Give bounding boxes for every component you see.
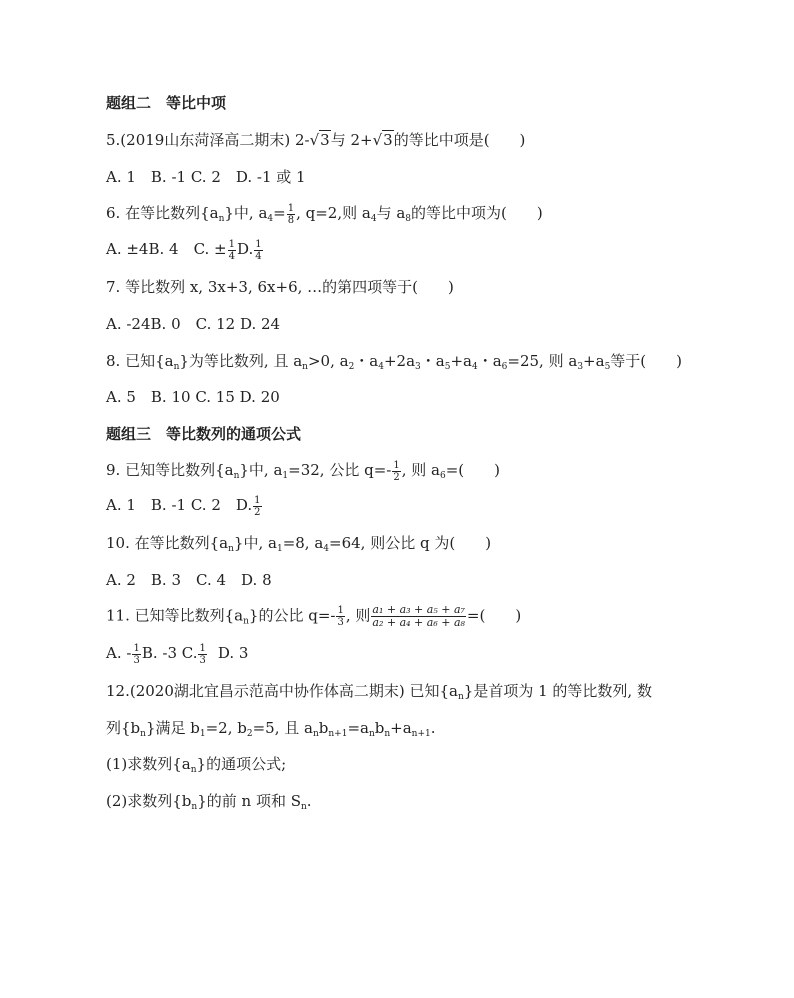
fraction-numerator: 1 bbox=[254, 494, 261, 506]
q5-radicand-2: 3 bbox=[383, 131, 393, 149]
fraction bbox=[228, 239, 236, 262]
q11-option-text: A. - bbox=[106, 644, 132, 662]
q11-text: , 则 bbox=[345, 606, 371, 625]
fraction-numerator: 1 bbox=[228, 238, 236, 250]
question-7-options: A. -24B. 0 C. 12 D. 24 bbox=[106, 315, 281, 333]
fraction-numerator: 1 bbox=[287, 202, 295, 214]
q8-text: ・a bbox=[420, 352, 445, 370]
question-12-line-2 bbox=[106, 717, 436, 745]
fraction-numerator: 1 bbox=[337, 605, 344, 616]
q8-text: +2a bbox=[383, 352, 416, 370]
question-8-options: A. 5 B. 10 C. 15 D. 20 bbox=[106, 388, 280, 406]
question-10-options: A. 2 B. 3 C. 4 D. 8 bbox=[106, 571, 272, 589]
question-6-options bbox=[106, 238, 264, 262]
question-5-options: A. 1 B. -1 C. 2 D. -1 或 1 bbox=[106, 168, 306, 186]
q8-text: ・a bbox=[354, 352, 379, 370]
fraction bbox=[254, 239, 262, 262]
q11-text: }的公比 q=- bbox=[248, 606, 336, 625]
q6-text: 的等比中项为( ) bbox=[411, 204, 543, 222]
q12-text: 列{b bbox=[106, 719, 141, 737]
question-8 bbox=[106, 350, 682, 378]
fraction-denominator: 3 bbox=[337, 617, 344, 628]
q8-text: >0, a bbox=[307, 352, 349, 370]
subscript: n bbox=[228, 544, 234, 554]
question-6 bbox=[106, 202, 543, 230]
q8-text: 等于( ) bbox=[610, 352, 683, 370]
subscript: n bbox=[218, 214, 225, 224]
subscript: 1 bbox=[282, 471, 289, 481]
subscript: 6 bbox=[501, 362, 508, 372]
fraction-numerator: 1 bbox=[133, 642, 140, 654]
q6-option-text: A. ±4B. 4 C. ± bbox=[106, 240, 227, 258]
q10-text: =8, a bbox=[282, 534, 324, 552]
heading-group-2: 题组二 等比中项 bbox=[106, 94, 227, 112]
question-11-options bbox=[106, 642, 248, 666]
subscript: n bbox=[191, 802, 198, 812]
subscript: 4 bbox=[323, 544, 330, 554]
subscript: 4 bbox=[370, 214, 377, 224]
q11-option-text: D. 3 bbox=[217, 644, 249, 662]
q8-text: ・a bbox=[477, 352, 502, 370]
subscript: n bbox=[384, 729, 391, 739]
q8-text: +a bbox=[450, 352, 472, 370]
subscript: 5 bbox=[444, 362, 451, 372]
q12-text: }的通项公式; bbox=[196, 755, 287, 773]
sqrt-symbol: √3 bbox=[309, 131, 330, 149]
q9-text: }中, a bbox=[239, 461, 283, 479]
fraction-numerator: 1 bbox=[393, 459, 400, 471]
q6-text: 与 a bbox=[376, 204, 406, 222]
fraction-numerator: 1 bbox=[255, 238, 262, 250]
fraction bbox=[132, 643, 140, 666]
q6-option-text: D. bbox=[237, 240, 254, 258]
q11-option-text: B. -3 C. bbox=[141, 644, 198, 662]
subscript: n bbox=[243, 616, 249, 627]
q11-text: 11. 已知等比数列{a bbox=[106, 606, 244, 625]
question-9-options bbox=[106, 494, 263, 518]
fraction-denominator: 2 bbox=[393, 471, 400, 483]
subscript: 1 bbox=[199, 729, 206, 739]
q12-text: }满足 b bbox=[145, 719, 200, 737]
q9-text: =32, 公比 q=- bbox=[288, 461, 392, 479]
q11-text: =( ) bbox=[466, 606, 522, 625]
subscript: n bbox=[302, 362, 308, 372]
subscript: 1 bbox=[276, 544, 283, 554]
subscript: 3 bbox=[415, 362, 421, 372]
q12-text: 12.(2020湖北宜昌示范高中协作体高二期末) 已知{a bbox=[106, 682, 458, 700]
q10-text: }中, a bbox=[233, 534, 277, 552]
question-5 bbox=[106, 129, 525, 151]
fraction-denominator: 2 bbox=[254, 506, 261, 518]
subscript: 2 bbox=[246, 729, 253, 739]
q10-text: 10. 在等比数列{a bbox=[106, 534, 229, 552]
question-10 bbox=[106, 532, 491, 560]
q12-text: (1)求数列{a bbox=[106, 755, 191, 773]
subscript: n bbox=[173, 362, 180, 372]
q12-text: (2)求数列{b bbox=[106, 792, 192, 810]
fraction bbox=[287, 203, 295, 226]
q12-text: =5, 且 a bbox=[252, 719, 313, 737]
subscript: n bbox=[301, 802, 307, 812]
q12-text: b bbox=[318, 719, 329, 737]
heading-group-3: 题组三 等比数列的通项公式 bbox=[106, 425, 302, 443]
question-7: 7. 等比数列 x, 3x+3, 6x+6, …的第四项等于( ) bbox=[106, 278, 454, 296]
subscript: n bbox=[140, 729, 146, 739]
q12-text: +a bbox=[390, 719, 412, 737]
subscript: n+1 bbox=[328, 729, 348, 739]
fraction bbox=[198, 643, 206, 666]
subscript: n bbox=[312, 729, 319, 739]
question-12-part-1 bbox=[106, 753, 286, 781]
subscript: 4 bbox=[378, 362, 384, 372]
fraction-denominator: a₂ + a₄ + a₆ + a₈ bbox=[372, 616, 465, 629]
q10-text: =64, 则公比 q 为( ) bbox=[329, 534, 492, 552]
question-9 bbox=[106, 459, 500, 487]
q5-prefix: 5.(2019山东菏泽高二期末) 2- bbox=[106, 131, 310, 149]
q12-text: . bbox=[430, 719, 436, 737]
fraction-numerator: 1 bbox=[199, 642, 206, 654]
fraction-denominator: 3 bbox=[133, 654, 140, 666]
q9-text: =( ) bbox=[445, 461, 500, 479]
q8-text: +a bbox=[583, 352, 605, 370]
q12-text: =a bbox=[347, 719, 369, 737]
q8-text: }为等比数列, 且 a bbox=[179, 352, 303, 370]
q12-text: }是首项为 1 的等比数列, 数 bbox=[463, 682, 652, 700]
subscript: n bbox=[233, 471, 240, 481]
subscript: n bbox=[458, 692, 464, 702]
q6-text: }中, a bbox=[224, 204, 268, 222]
ratio-fraction bbox=[371, 604, 466, 629]
q8-text: 8. 已知{a bbox=[106, 352, 174, 370]
subscript: n bbox=[190, 765, 197, 775]
q5-radicand-1: 3 bbox=[320, 131, 330, 149]
sqrt-symbol: √3 bbox=[372, 131, 393, 149]
q5-mid: 与 2+ bbox=[330, 131, 373, 149]
subscript: 2 bbox=[348, 362, 355, 372]
subscript: 4 bbox=[267, 214, 274, 224]
q12-text: b bbox=[374, 719, 385, 737]
q12-text: =2, b bbox=[205, 719, 247, 737]
fraction-denominator: 3 bbox=[199, 654, 206, 666]
subscript: 5 bbox=[604, 362, 611, 372]
fraction bbox=[336, 605, 344, 628]
q9-option-text: A. 1 B. -1 C. 2 D. bbox=[106, 496, 253, 514]
subscript: n bbox=[368, 729, 375, 739]
q6-text: , q=2,则 a bbox=[296, 204, 371, 222]
question-11 bbox=[106, 604, 521, 633]
subscript: 4 bbox=[471, 362, 478, 372]
question-12-part-2 bbox=[106, 790, 312, 818]
subscript: 8 bbox=[405, 214, 412, 224]
q9-text: 9. 已知等比数列{a bbox=[106, 461, 234, 479]
subscript: n+1 bbox=[411, 729, 431, 739]
fraction-denominator: 4 bbox=[228, 250, 236, 262]
subscript: 3 bbox=[577, 362, 584, 372]
q8-text: =25, 则 a bbox=[507, 352, 578, 370]
q6-text: 6. 在等比数列{a bbox=[106, 204, 219, 222]
q6-text: = bbox=[273, 204, 286, 222]
question-12-line-1 bbox=[106, 680, 652, 708]
fraction-numerator: a₁ + a₃ + a₅ + a₇ bbox=[372, 603, 465, 616]
q12-text: }的前 n 项和 S bbox=[197, 792, 301, 810]
fraction bbox=[253, 495, 261, 518]
q12-text: . bbox=[306, 792, 312, 810]
fraction-denominator: 8 bbox=[287, 214, 295, 226]
q5-suffix: 的等比中项是( ) bbox=[393, 131, 526, 149]
fraction bbox=[392, 460, 400, 483]
q9-text: , 则 a bbox=[401, 461, 440, 479]
fraction-denominator: 4 bbox=[255, 250, 262, 262]
subscript: 6 bbox=[439, 471, 446, 481]
